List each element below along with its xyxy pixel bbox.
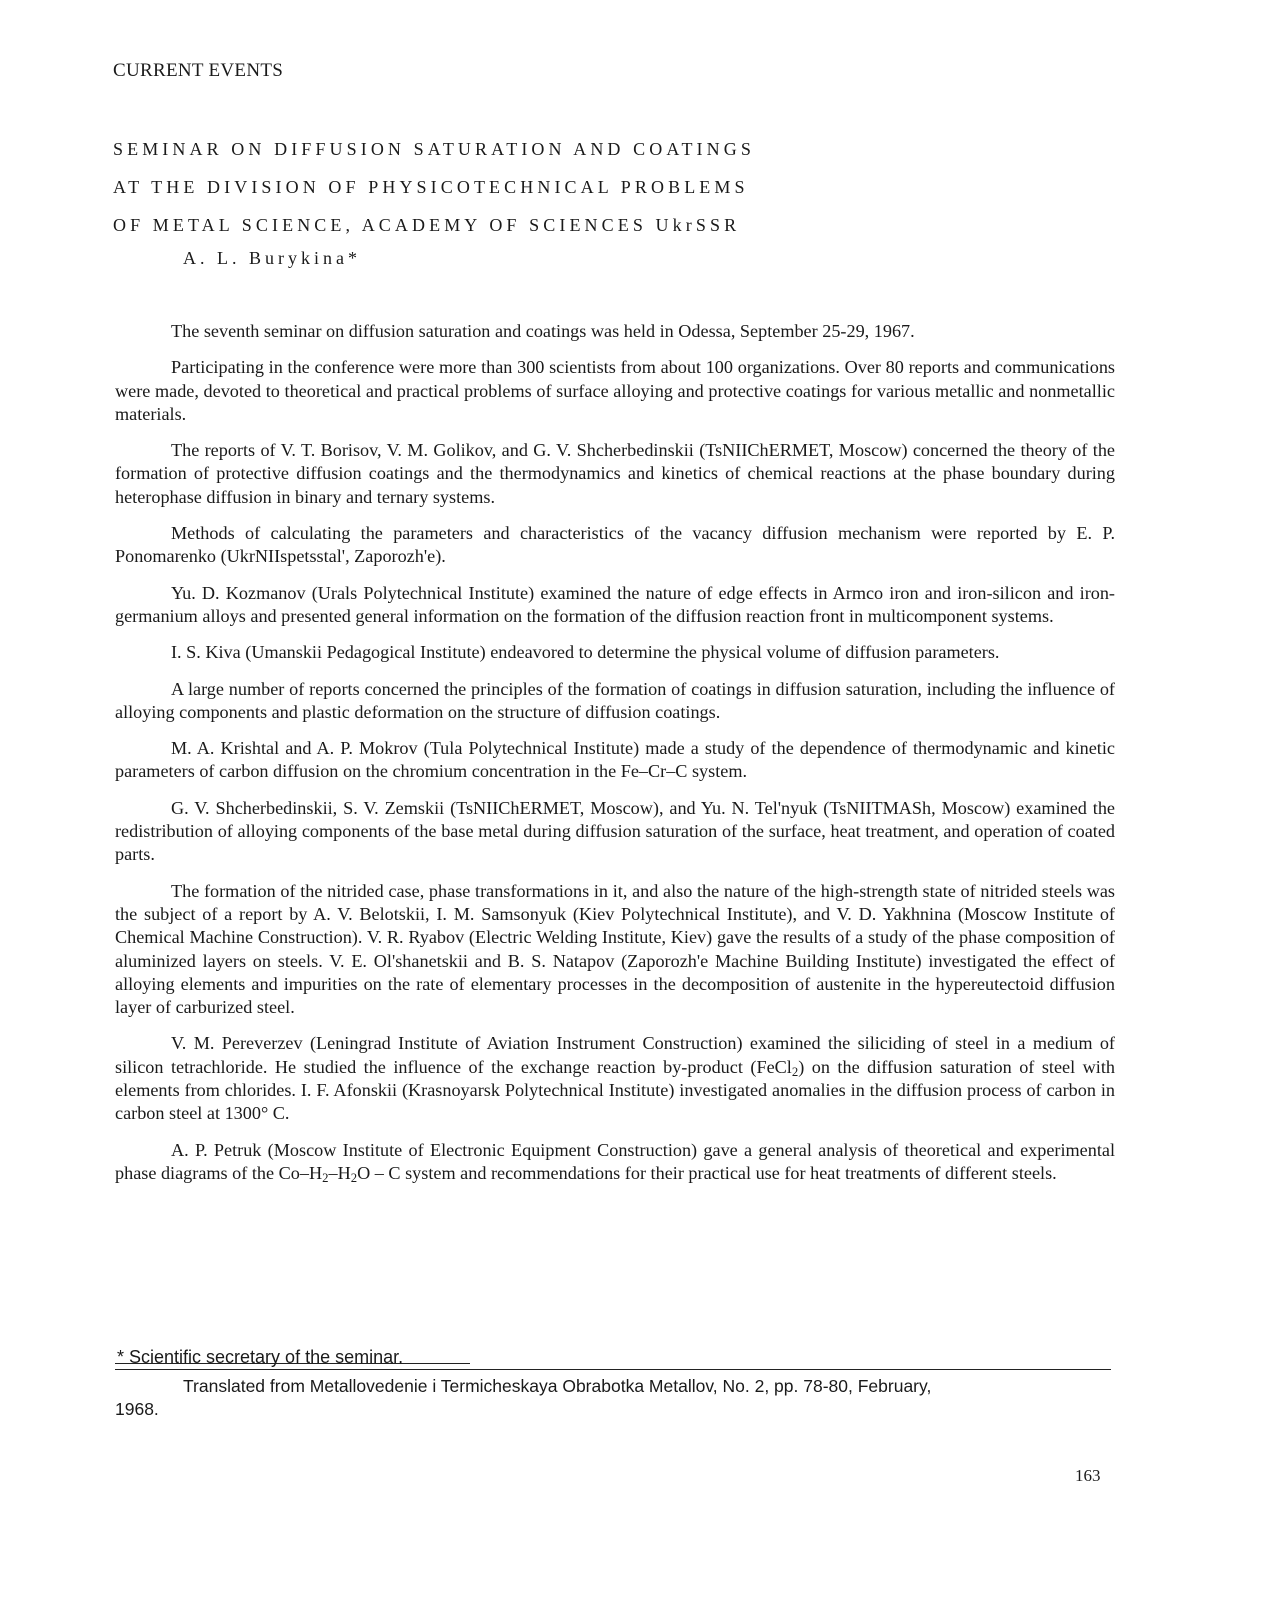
author-name: A. L. Burykina* [183,248,361,268]
paragraph: G. V. Shcherbedinskii, S. V. Zemskii (TsNIIChERMET, Moscow), and Yu. N. Tel'nyuk (TsNIITMASh, Moscow) examined the redistribution of alloying components of the base metal during diffusion saturation of the surface, heat treatment, and operation of coated parts. [115,797,1115,865]
paragraph-text: A. P. Petruk (Moscow Institute of Electronic Equipment Construction) gave a general analysis of theoretical and experimental phase diagrams of the Co–H [115,1139,1115,1183]
paragraph-text: –H [328,1162,351,1183]
paragraph: The reports of V. T. Borisov, V. M. Golikov, and G. V. Shcherbedinskii (TsNIIChERMET, Moscow) concerned the theory of the formation of protective diffusion coatings and the thermodynamics and kinetics of chemical reactions at the phase boundary during heterophase diffusion in binary and ternary systems. [115,440,1115,507]
paragraph: The formation of the nitrided case, phase transformations in it, and also the nature of the high-strength state of nitrided steels was the subject of a report by A. V. Belotskii, I. M. Samsonyuk (Kiev Polytechnical Institute), and V. D. Yakhnina (Moscow Institute of Chemical Machine Construction). V. R. Ryabov (Electric Welding Institute, Kiev) gave the results of a study of the phase composition of aluminized layers on steels. V. E. Ol'shanetskii and B. S. Natapov (Zaporozh'e Machine Building Institute) investigated the effect of alloying elements and impurities on the rate of elementary processes in the decomposition of austenite in the hypereutectoid diffusion layer of carburized steel. [115,880,1115,1018]
article-title [113,130,755,244]
paragraph-text: O – C system and recommendations for their practical use for heat treatments of different steels. [357,1162,1057,1183]
article-body [115,320,1115,1198]
section-heading: CURRENT EVENTS [113,60,284,81]
subscript: 2 [350,1171,358,1186]
subscript: 2 [791,1064,799,1079]
paragraph-text: ) on the diffusion saturation of steel with elements from chlorides. I. F. Afonskii (Krasnoyarsk Polytechnical Institute) investigated anomalies in the diffusion process of carbon in carbon steel at 1300° C. [115,1056,1115,1124]
paragraph: Methods of calculating the parameters and characteristics of the vacancy diffusion mechanism were reported by E. P. Ponomarenko (UkrNIIspetsstal', Zaporozh'e). [115,523,1115,567]
paragraph: M. A. Krishtal and A. P. Mokrov (Tula Polytechnical Institute) made a study of the dependence of thermodynamic and kinetic parameters of carbon diffusion on the chromium concentration in the Fe–Cr–C system. [115,738,1115,782]
paragraph: Participating in the conference were more than 300 scientists from about 100 organizations. Over 80 reports and communications were made, devoted to theoretical and practical problems of surface alloying and protective coatings for various metallic and nonmetallic materials. [115,357,1115,424]
paragraph [115,1139,1115,1186]
paragraph: A large number of reports concerned the principles of the formation of coatings in diffusion saturation, including the influence of alloying components and plastic deformation on the structure of diffusion coatings. [115,678,1115,722]
subscript: 2 [322,1171,329,1186]
paragraph: The seventh seminar on diffusion saturation and coatings was held in Odessa, September 25-29, 1967. [171,321,915,341]
page-number: 163 [1075,1466,1101,1485]
footnote-underline [115,1363,470,1364]
translation-line-2: 1968. [115,1399,159,1419]
paragraph-text: V. M. Pereverzev (Leningrad Institute of Aviation Instrument Construction) examined the siliciding of steel in a medium of silicon tetrachloride. He studied the influence of the exchange reaction by-product (FeCl [115,1033,1115,1077]
paragraph: Yu. D. Kozmanov (Urals Polytechnical Institute) examined the nature of edge effects in Armco iron and iron-silicon and iron-germanium alloys and presented general information on the formation of the diffusion reaction front in multicomponent systems. [115,582,1115,626]
title-line-3: OF METAL SCIENCE, ACADEMY OF SCIENCES UkrSSR [113,215,741,235]
paragraph [115,1032,1115,1125]
translation-note [115,1375,1107,1421]
translation-line-1: Translated from Metallovedenie i Termicheskaya Obrabotka Metallov, No. 2, pp. 78-80, February, [183,1376,932,1396]
title-line-2: AT THE DIVISION OF PHYSICOTECHNICAL PROBLEMS [113,177,749,197]
paragraph: I. S. Kiva (Umanskii Pedagogical Institute) endeavored to determine the physical volume of diffusion parameters. [171,642,1000,663]
title-line-1: SEMINAR ON DIFFUSION SATURATION AND COATINGS [113,139,755,159]
footnote-rule [115,1369,1111,1370]
footnote: * Scientific secretary of the seminar. [117,1347,404,1367]
